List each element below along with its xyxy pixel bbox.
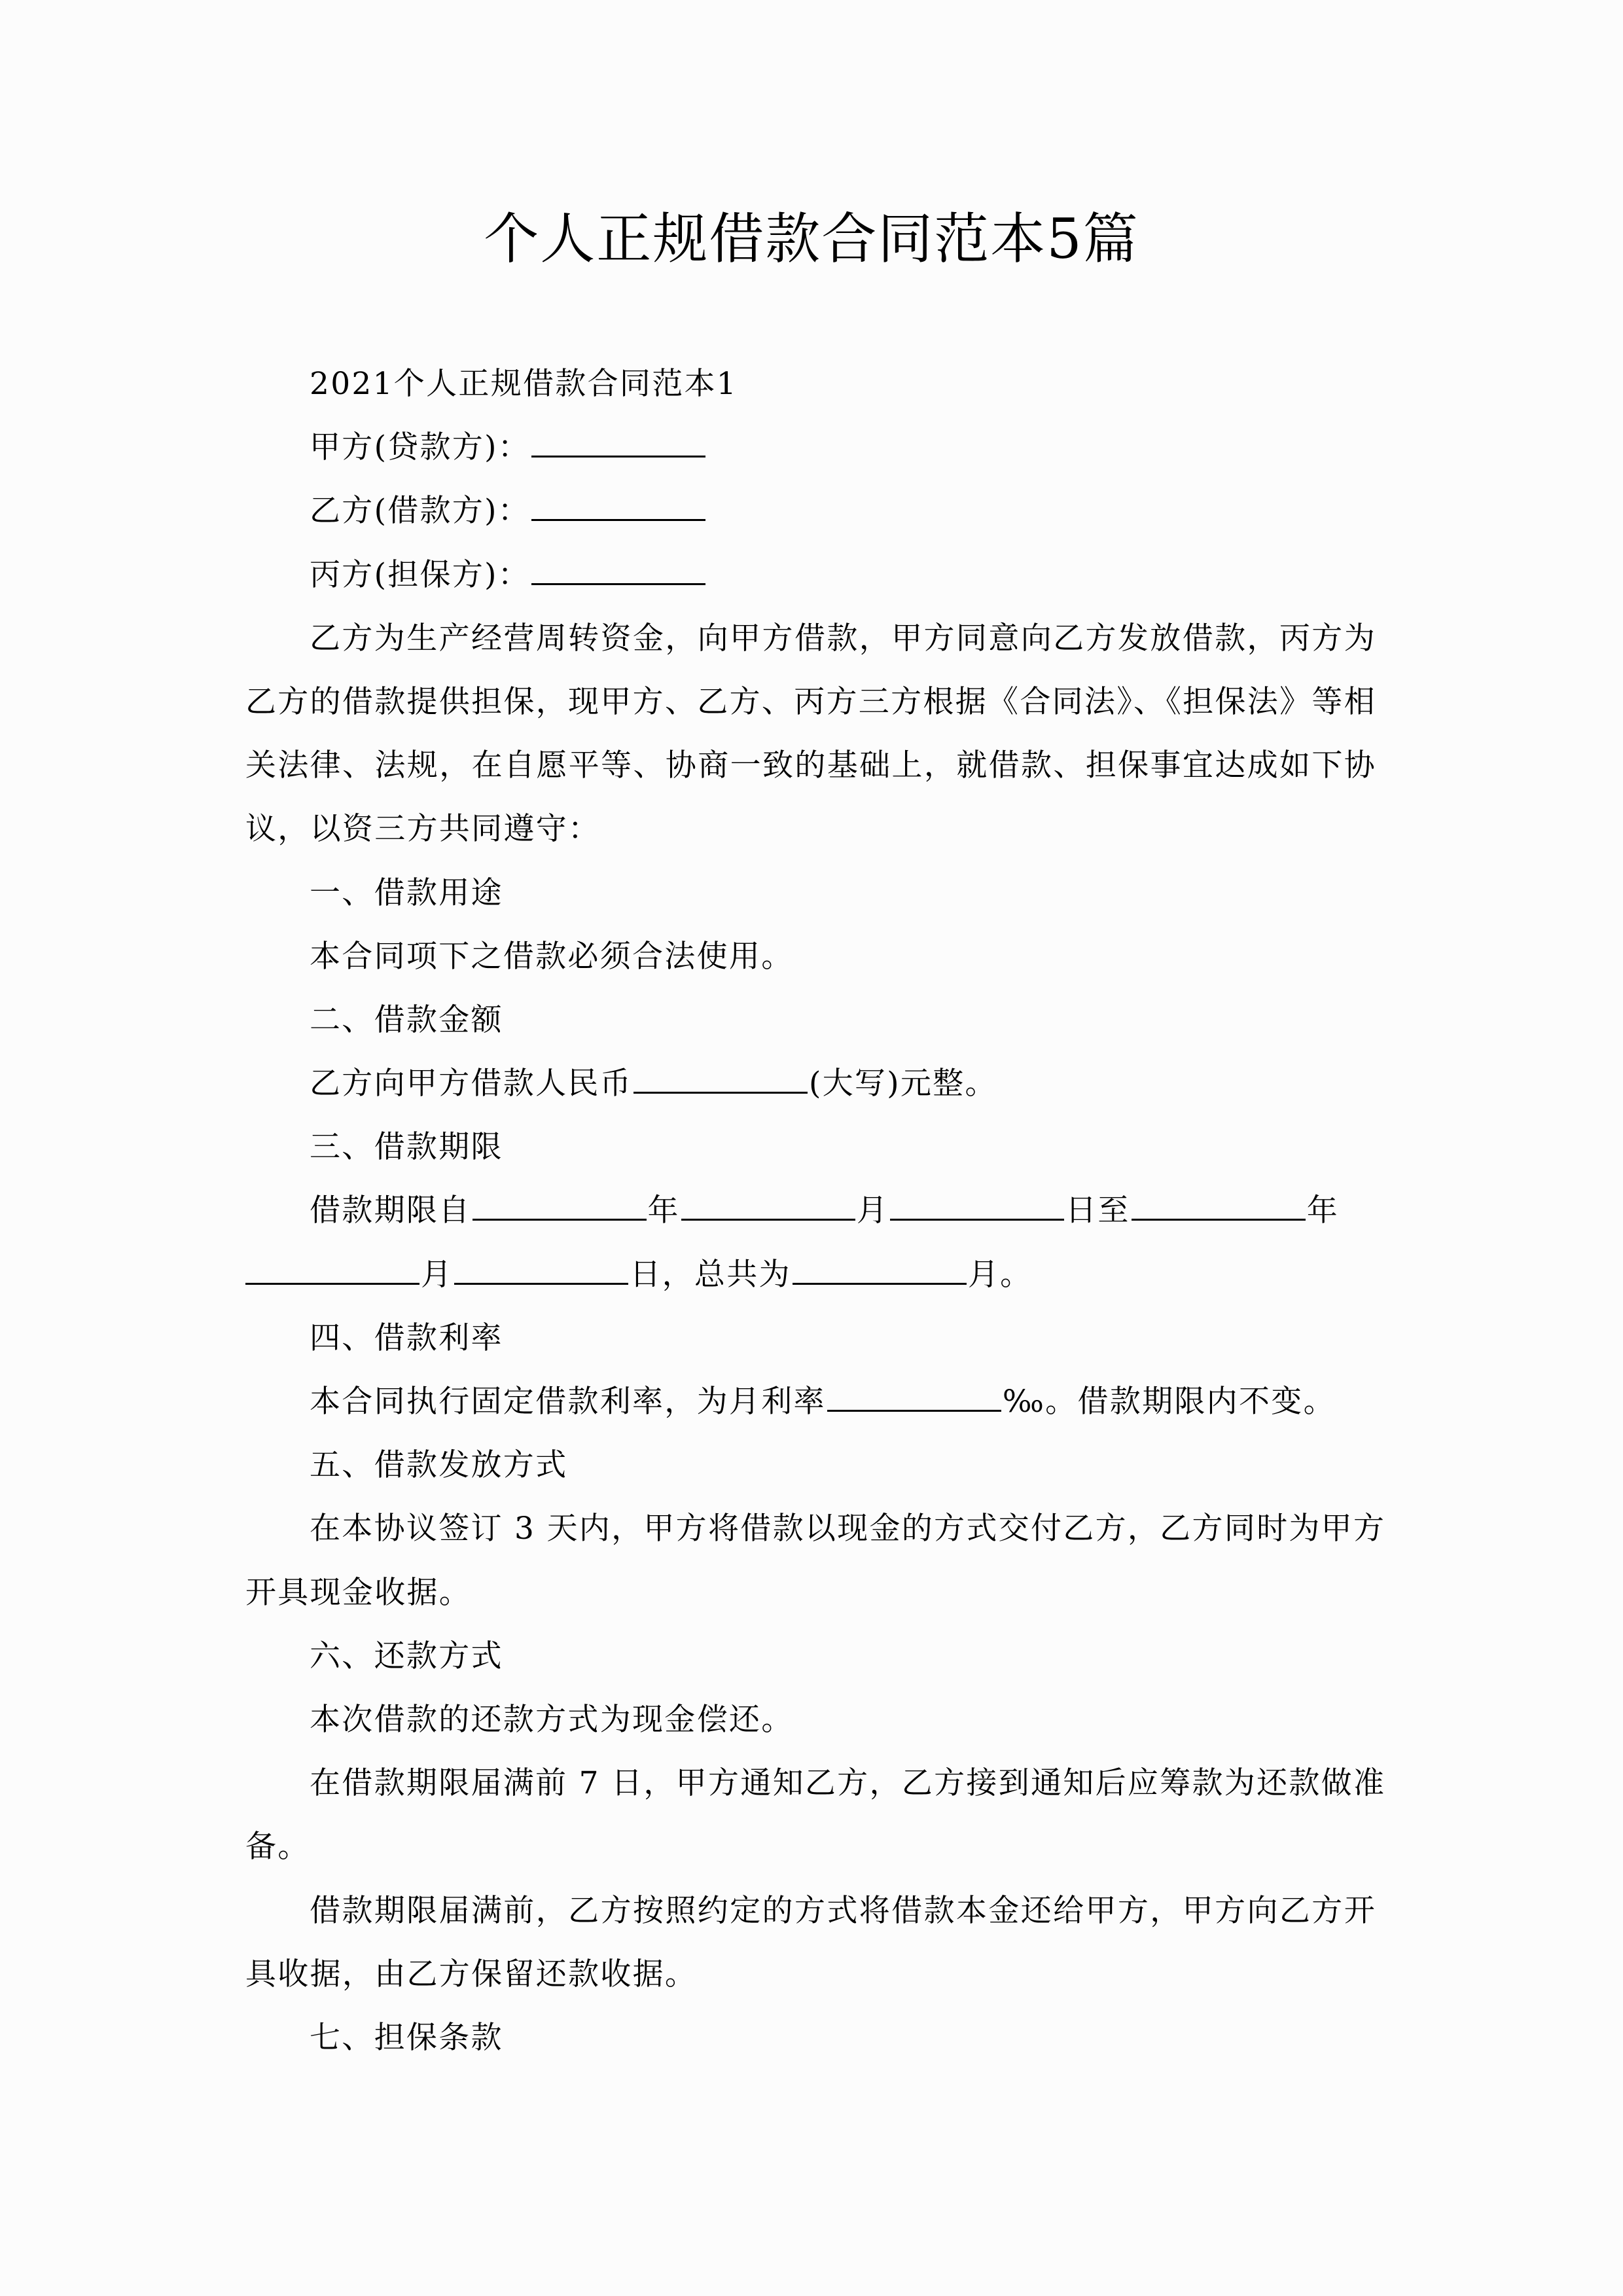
party-borrower-line <box>245 479 1376 543</box>
term-start-year-blank[interactable] <box>473 1189 647 1221</box>
term-prefix: 借款期限自 <box>310 1193 471 1229</box>
party-borrower-blank[interactable] <box>531 489 705 521</box>
section-text-purpose: 本合同项下之借款必须合法使用。 <box>310 938 794 975</box>
section-text-disbursement: 开具现金收据。 <box>245 1574 472 1611</box>
preamble-line: 关法律、法规，在自愿平等、协商一致的基础上，就借款、担保事宜达成如下协 <box>245 747 1376 784</box>
section-text-repayment-receipt: 具收据，由乙方保留还款收据。 <box>245 1956 698 1992</box>
amount-prefix: 乙方向甲方借款人民币 <box>310 1066 632 1102</box>
term-end-month-blank[interactable] <box>245 1253 419 1285</box>
section-text-repayment-notice: 在借款期限届满前 7 日，甲方通知乙方，乙方接到通知后应筹款为还款做准 <box>310 1765 1386 1802</box>
term-end-day-blank[interactable] <box>454 1253 628 1285</box>
preamble-line: 议，以资三方共同遵守： <box>245 811 601 848</box>
rate-suffix: ‰。借款期限内不变。 <box>1002 1384 1336 1420</box>
section-heading-guarantee: 七、担保条款 <box>310 2019 503 2056</box>
section-heading-amount: 二、借款金额 <box>310 1001 503 1038</box>
party-lender-label: 甲方(贷款方)： <box>310 429 531 466</box>
term-start-month-blank[interactable] <box>681 1189 855 1221</box>
section-heading-rate: 四、借款利率 <box>310 1319 503 1356</box>
party-guarantor-line <box>245 543 1376 607</box>
rate-blank[interactable] <box>827 1380 1001 1412</box>
section-heading-term: 三、借款期限 <box>310 1129 503 1166</box>
term-months-label: 月。 <box>967 1256 1033 1293</box>
term-total-label: 日，总共为 <box>630 1256 791 1293</box>
section-text-term-line1 <box>245 1179 1376 1242</box>
section-text-repayment-notice: 备。 <box>245 1829 310 1865</box>
section-heading-disbursement: 五、借款发放方式 <box>310 1447 568 1484</box>
party-lender-blank[interactable] <box>531 425 705 457</box>
term-month-label: 月 <box>856 1193 889 1229</box>
term-total-months-blank[interactable] <box>793 1253 967 1285</box>
amount-suffix: (大写)元整。 <box>809 1066 997 1102</box>
section-text-term-line2 <box>245 1243 1376 1306</box>
document-body <box>245 352 1386 2070</box>
section-text-rate <box>245 1370 1376 1433</box>
contract-subtitle: 2021个人正规借款合同范本1 <box>310 366 738 402</box>
term-start-day-blank[interactable] <box>890 1189 1064 1221</box>
section-heading-purpose: 一、借款用途 <box>310 874 503 911</box>
section-heading-repayment: 六、还款方式 <box>310 1638 503 1674</box>
term-end-year-label: 年 <box>1306 1193 1340 1229</box>
party-guarantor-blank[interactable] <box>531 553 705 585</box>
amount-blank[interactable] <box>633 1062 808 1094</box>
term-end-month-label: 月 <box>421 1256 454 1293</box>
section-text-disbursement: 在本协议签订 3 天内，甲方将借款以现金的方式交付乙方，乙方同时为甲方 <box>310 1511 1386 1547</box>
preamble-line: 乙方的借款提供担保，现甲方、乙方、丙方三方根据《合同法》、《担保法》等相 <box>245 683 1376 720</box>
term-end-year-blank[interactable] <box>1132 1189 1306 1221</box>
party-lender-line <box>245 416 1376 479</box>
section-text-repayment-receipt: 借款期限届满前，乙方按照约定的方式将借款本金还给甲方，甲方向乙方开 <box>310 1892 1376 1929</box>
section-text-repayment: 本次借款的还款方式为现金偿还。 <box>310 1701 794 1738</box>
section-text-amount <box>245 1052 1376 1115</box>
party-borrower-label: 乙方(借款方)： <box>310 493 531 529</box>
document-title: 个人正规借款合同范本5篇 <box>484 207 1139 271</box>
preamble-line: 乙方为生产经营周转资金，向甲方借款，甲方同意向乙方发放借款，丙方为 <box>310 620 1376 656</box>
term-year-label: 年 <box>647 1193 680 1229</box>
rate-prefix: 本合同执行固定借款利率，为月利率 <box>310 1384 826 1420</box>
party-guarantor-label: 丙方(担保方)： <box>310 556 531 593</box>
term-day-to-label: 日至 <box>1065 1193 1130 1229</box>
